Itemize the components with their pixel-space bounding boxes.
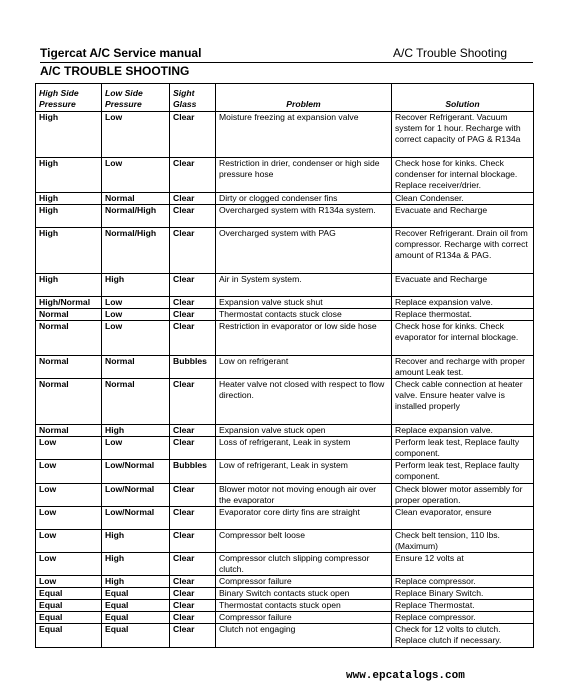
cell-high-side: Low	[36, 576, 102, 588]
cell-sight-glass: Clear	[170, 193, 216, 205]
cell-low-side: Normal	[102, 379, 170, 425]
cell-high-side: Low	[36, 553, 102, 576]
cell-high-side: Normal	[36, 356, 102, 379]
cell-low-side: Normal/High	[102, 228, 170, 274]
table-body	[36, 112, 534, 648]
cell-sight-glass: Clear	[170, 297, 216, 309]
cell-solution: Replace expansion valve.	[392, 425, 534, 437]
cell-problem: Loss of refrigerant, Leak in system	[216, 437, 392, 460]
cell-problem: Low of refrigerant, Leak in system	[216, 460, 392, 484]
cell-high-side: Normal	[36, 309, 102, 321]
cell-solution: Recover Refrigerant. Drain oil from compressor. Recharge with correct amount of R134a & PAG.	[392, 228, 534, 274]
cell-low-side: Equal	[102, 624, 170, 648]
cell-sight-glass: Clear	[170, 425, 216, 437]
cell-high-side: High	[36, 228, 102, 274]
table-row	[36, 205, 534, 228]
cell-low-side: Low	[102, 158, 170, 193]
cell-sight-glass: Bubbles	[170, 460, 216, 484]
table-row	[36, 297, 534, 309]
col-header-solution: Solution	[392, 84, 534, 112]
cell-problem: Restriction in evaporator or low side hose	[216, 321, 392, 356]
cell-problem: Expansion valve stuck shut	[216, 297, 392, 309]
table-row	[36, 460, 534, 484]
cell-high-side: Normal	[36, 321, 102, 356]
cell-high-side: Low	[36, 507, 102, 530]
cell-problem: Air in System system.	[216, 274, 392, 297]
cell-low-side: Equal	[102, 588, 170, 600]
cell-high-side: Equal	[36, 624, 102, 648]
table-row	[36, 624, 534, 648]
trouble-shooting-table	[35, 83, 534, 648]
cell-solution: Replace expansion valve.	[392, 297, 534, 309]
table-row	[36, 600, 534, 612]
cell-high-side: Low	[36, 530, 102, 553]
footer-url: www.epcatalogs.com	[346, 670, 465, 682]
cell-low-side: Low/Normal	[102, 484, 170, 507]
table-row	[36, 425, 534, 437]
cell-high-side: Low	[36, 484, 102, 507]
cell-high-side: Low	[36, 437, 102, 460]
cell-problem: Compressor clutch slipping compressor clutch.	[216, 553, 392, 576]
table-row	[36, 612, 534, 624]
table-row	[36, 437, 534, 460]
cell-sight-glass: Clear	[170, 530, 216, 553]
cell-solution: Check belt tension, 110 lbs. (Maximum)	[392, 530, 534, 553]
table-row	[36, 193, 534, 205]
col-header-problem: Problem	[216, 84, 392, 112]
cell-solution: Replace Thermostat.	[392, 600, 534, 612]
cell-solution: Perform leak test, Replace faulty component.	[392, 437, 534, 460]
table-row	[36, 553, 534, 576]
cell-solution: Replace compressor.	[392, 576, 534, 588]
cell-solution: Replace compressor.	[392, 612, 534, 624]
cell-solution: Check for 12 volts to clutch. Replace clutch if necessary.	[392, 624, 534, 648]
cell-solution: Evacuate and Recharge	[392, 205, 534, 228]
cell-low-side: High	[102, 530, 170, 553]
cell-high-side: High/Normal	[36, 297, 102, 309]
section-title: A/C Trouble Shooting	[393, 46, 508, 60]
cell-sight-glass: Clear	[170, 612, 216, 624]
table-row	[36, 484, 534, 507]
col-header-low-side: Low Side Pressure	[102, 84, 170, 112]
cell-low-side: Equal	[102, 600, 170, 612]
cell-sight-glass: Clear	[170, 624, 216, 648]
cell-sight-glass: Clear	[170, 600, 216, 612]
cell-sight-glass: Clear	[170, 437, 216, 460]
cell-problem: Clutch not engaging	[216, 624, 392, 648]
cell-solution: Replace thermostat.	[392, 309, 534, 321]
table-row	[36, 274, 534, 297]
cell-problem: Moisture freezing at expansion valve	[216, 112, 392, 158]
cell-problem: Compressor failure	[216, 612, 392, 624]
cell-high-side: Equal	[36, 588, 102, 600]
table-row	[36, 321, 534, 356]
cell-problem: Overcharged system with R134a system.	[216, 205, 392, 228]
cell-solution: Check hose for kinks. Check evaporator for internal blockage.	[392, 321, 534, 356]
cell-problem: Compressor belt loose	[216, 530, 392, 553]
cell-problem: Restriction in drier, condenser or high side pressure hose	[216, 158, 392, 193]
cell-problem: Overcharged system with PAG	[216, 228, 392, 274]
cell-solution: Check hose for kinks. Check condenser for internal blockage. Replace receiver/drier.	[392, 158, 534, 193]
cell-sight-glass: Clear	[170, 379, 216, 425]
cell-sight-glass: Clear	[170, 158, 216, 193]
cell-problem: Expansion valve stuck open	[216, 425, 392, 437]
cell-low-side: High	[102, 274, 170, 297]
cell-high-side: High	[36, 205, 102, 228]
cell-solution: Perform leak test, Replace faulty component.	[392, 460, 534, 484]
cell-low-side: Low	[102, 437, 170, 460]
cell-high-side: High	[36, 193, 102, 205]
table-row	[36, 356, 534, 379]
table-row	[36, 158, 534, 193]
cell-problem: Binary Switch contacts stuck open	[216, 588, 392, 600]
table-row	[36, 588, 534, 600]
cell-low-side: Low	[102, 309, 170, 321]
cell-low-side: Normal/High	[102, 205, 170, 228]
cell-high-side: Low	[36, 460, 102, 484]
manual-title: Tigercat A/C Service manual	[40, 46, 202, 60]
cell-sight-glass: Clear	[170, 228, 216, 274]
cell-solution: Replace Binary Switch.	[392, 588, 534, 600]
cell-solution: Clean Condenser.	[392, 193, 534, 205]
cell-solution: Recover and recharge with proper amount Leak test.	[392, 356, 534, 379]
cell-low-side: Low/Normal	[102, 460, 170, 484]
cell-high-side: Equal	[36, 600, 102, 612]
cell-problem: Thermostat contacts stuck close	[216, 309, 392, 321]
cell-solution: Clean evaporator, ensure	[392, 507, 534, 530]
cell-problem: Dirty or clogged condenser fins	[216, 193, 392, 205]
table-row	[36, 112, 534, 158]
table-header-row	[36, 84, 534, 112]
cell-problem: Heater valve not closed with respect to flow direction.	[216, 379, 392, 425]
cell-low-side: Normal	[102, 193, 170, 205]
cell-sight-glass: Clear	[170, 112, 216, 158]
cell-sight-glass: Clear	[170, 309, 216, 321]
cell-solution: Check blower motor assembly for proper operation.	[392, 484, 534, 507]
page-title: A/C TROUBLE SHOOTING	[40, 64, 190, 78]
table-row	[36, 228, 534, 274]
cell-sight-glass: Clear	[170, 205, 216, 228]
cell-solution: Evacuate and Recharge	[392, 274, 534, 297]
cell-low-side: Low	[102, 297, 170, 309]
cell-sight-glass: Clear	[170, 507, 216, 530]
cell-low-side: Normal	[102, 356, 170, 379]
header-divider	[40, 62, 533, 63]
cell-low-side: High	[102, 553, 170, 576]
cell-low-side: High	[102, 576, 170, 588]
cell-low-side: Low/Normal	[102, 507, 170, 530]
cell-sight-glass: Clear	[170, 484, 216, 507]
cell-problem: Low on refrigerant	[216, 356, 392, 379]
table-row	[36, 530, 534, 553]
cell-problem: Compressor failure	[216, 576, 392, 588]
cell-sight-glass: Clear	[170, 321, 216, 356]
table-row	[36, 309, 534, 321]
cell-solution: Check cable connection at heater valve. Ensure heater valve is installed properly	[392, 379, 534, 425]
cell-high-side: High	[36, 274, 102, 297]
cell-high-side: Equal	[36, 612, 102, 624]
table-row	[36, 379, 534, 425]
cell-problem: Thermostat contacts stuck open	[216, 600, 392, 612]
cell-sight-glass: Clear	[170, 588, 216, 600]
cell-low-side: Equal	[102, 612, 170, 624]
cell-high-side: High	[36, 112, 102, 158]
cell-problem: Evaporator core dirty fins are straight	[216, 507, 392, 530]
table-row	[36, 576, 534, 588]
cell-high-side: Normal	[36, 425, 102, 437]
table-row	[36, 507, 534, 530]
cell-sight-glass: Clear	[170, 274, 216, 297]
cell-solution: Ensure 12 volts at	[392, 553, 534, 576]
cell-high-side: High	[36, 158, 102, 193]
cell-sight-glass: Bubbles	[170, 356, 216, 379]
cell-solution: Recover Refrigerant. Vacuum system for 1 hour. Recharge with correct capacity of PAG & R134a	[392, 112, 534, 158]
cell-sight-glass: Clear	[170, 553, 216, 576]
cell-low-side: Low	[102, 112, 170, 158]
cell-problem: Blower motor not moving enough air over the evaporator	[216, 484, 392, 507]
cell-high-side: Normal	[36, 379, 102, 425]
cell-low-side: High	[102, 425, 170, 437]
cell-low-side: Low	[102, 321, 170, 356]
col-header-sight-glass: Sight Glass	[170, 84, 216, 112]
cell-sight-glass: Clear	[170, 576, 216, 588]
col-header-high-side: High Side Pressure	[36, 84, 102, 112]
